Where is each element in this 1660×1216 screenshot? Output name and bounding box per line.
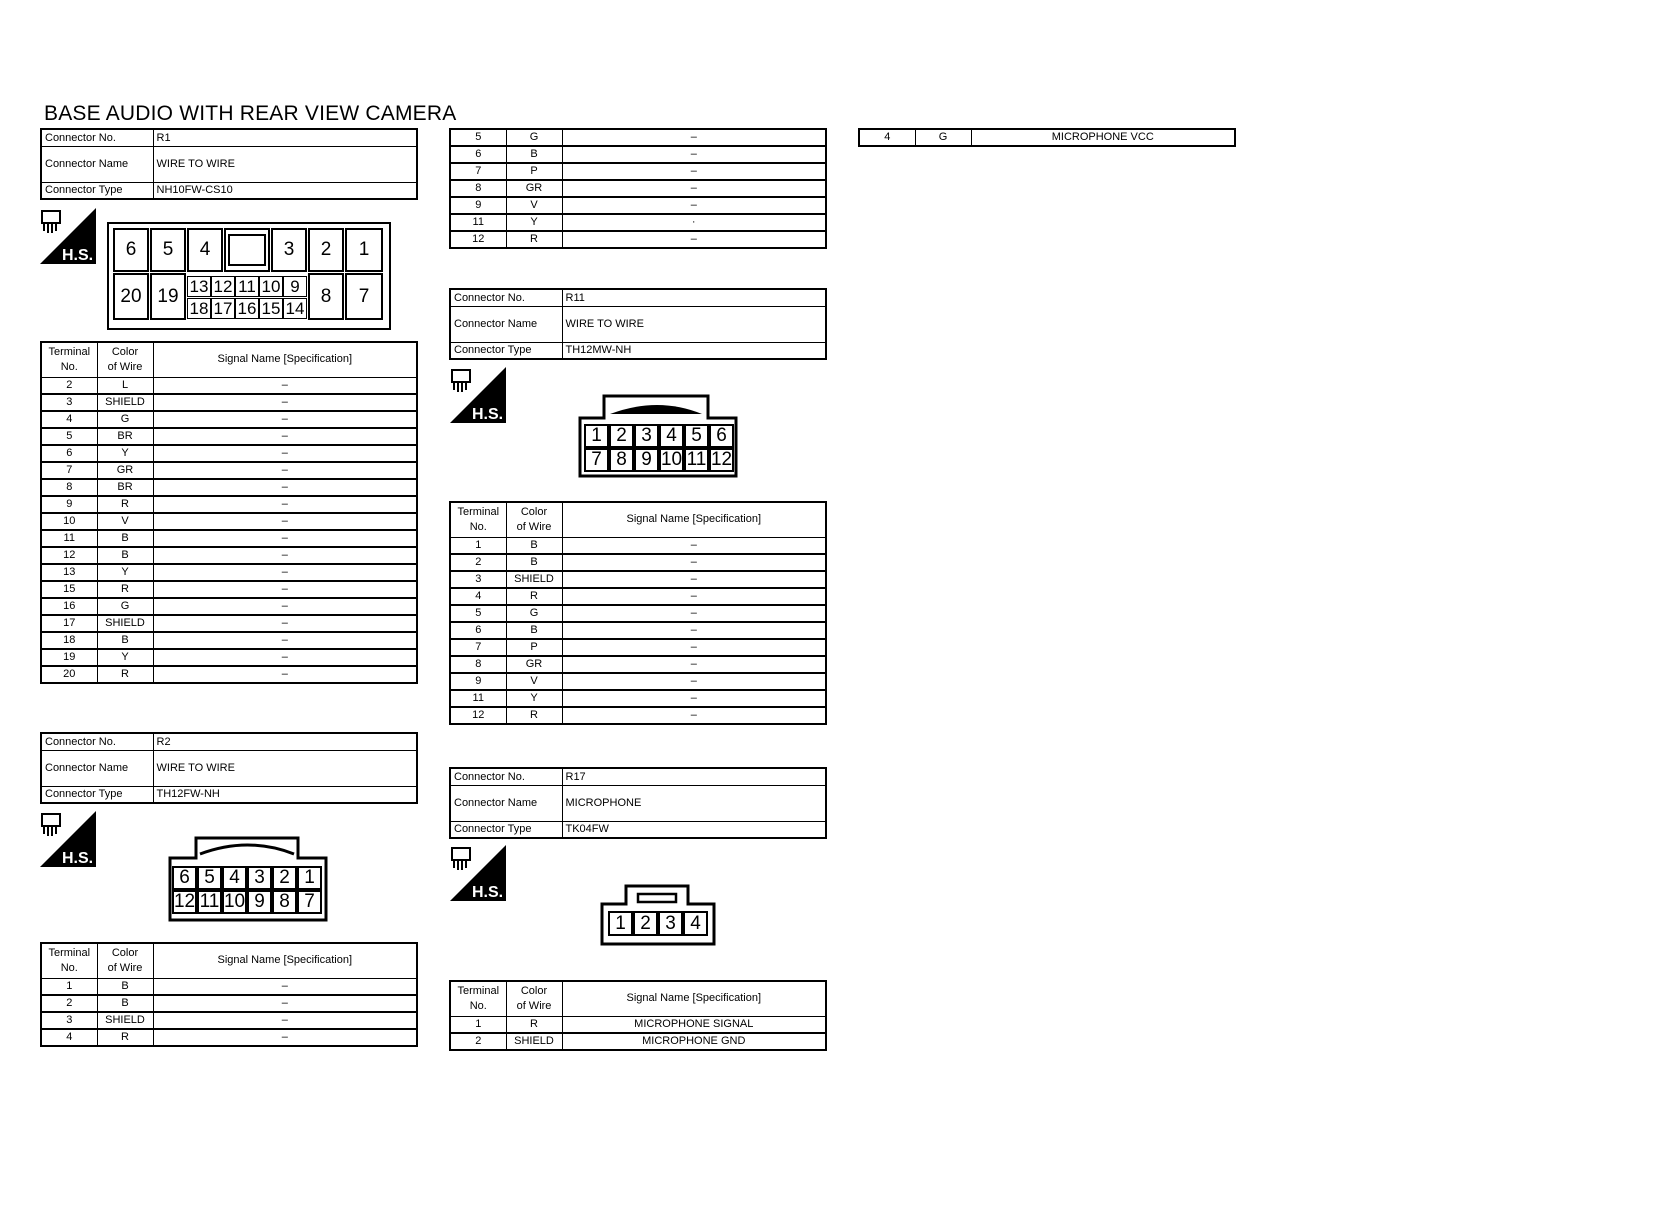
wire-color-cell: G	[97, 411, 153, 428]
table-row	[41, 1012, 417, 1029]
table-row	[41, 978, 417, 995]
table-row	[450, 231, 826, 248]
label-connector-no: Connector No.	[450, 768, 562, 785]
r2-pin: 12	[173, 891, 196, 912]
signal-name-cell: –	[562, 197, 826, 214]
table-row	[450, 180, 826, 197]
r17-pin: 1	[608, 911, 633, 936]
wire-color-cell: P	[506, 639, 562, 656]
r2-connector-name: WIRE TO WIRE	[153, 750, 417, 786]
wire-color-cell: Y	[506, 690, 562, 707]
terminal-no-cell: 3	[41, 1012, 97, 1029]
table-row	[450, 690, 826, 707]
table-row	[450, 214, 826, 231]
r1-blank-slot	[224, 228, 270, 272]
label-connector-type: Connector Type	[450, 342, 562, 359]
signal-name-cell: –	[562, 163, 826, 180]
signal-name-cell: ·	[562, 214, 826, 231]
r17-connector-face	[608, 911, 708, 936]
terminal-no-cell: 8	[41, 479, 97, 496]
table-row	[41, 995, 417, 1012]
r1-pin: 2	[308, 228, 344, 272]
wire-color-cell: GR	[506, 180, 562, 197]
wire-color-cell: BR	[97, 428, 153, 445]
harness-side-icon	[40, 811, 96, 867]
r17-pin: 2	[633, 911, 658, 936]
r11-connector-no: R11	[562, 289, 826, 306]
wire-color-cell: R	[97, 581, 153, 598]
wire-color-cell: SHIELD	[506, 571, 562, 588]
signal-name-cell: –	[562, 571, 826, 588]
signal-name-cell: –	[562, 690, 826, 707]
table-row	[41, 377, 417, 394]
table-row	[450, 571, 826, 588]
wire-color-cell: V	[506, 197, 562, 214]
terminal-no-cell: 17	[41, 615, 97, 632]
hs-label: H.S.	[62, 850, 94, 867]
signal-name-cell: MICROPHONE SIGNAL	[562, 1016, 826, 1033]
r1-pin: 1	[345, 228, 383, 272]
r11-pin: 10	[660, 449, 683, 470]
wire-color-cell: B	[506, 622, 562, 639]
wire-color-cell: V	[506, 673, 562, 690]
r1-pin: 7	[345, 273, 383, 320]
r1-pin: 3	[271, 228, 307, 272]
table-row	[41, 598, 417, 615]
wire-color-cell: Y	[506, 214, 562, 231]
r11-pin: 3	[634, 424, 659, 448]
terminal-no-cell: 4	[859, 129, 915, 146]
table-row	[450, 554, 826, 571]
signal-name-cell: –	[153, 978, 417, 995]
r2-pin: 1	[297, 866, 322, 890]
signal-name-cell: –	[153, 598, 417, 615]
terminal-no-cell: 4	[41, 1029, 97, 1046]
table-row	[41, 1029, 417, 1046]
r2-connector-type: TH12FW-NH	[153, 786, 417, 803]
signal-name-cell: –	[562, 588, 826, 605]
table-row	[450, 197, 826, 214]
signal-name-cell: –	[153, 445, 417, 462]
table-row	[41, 615, 417, 632]
wire-color-cell: R	[97, 1029, 153, 1046]
r1-pin: 12	[211, 276, 235, 297]
harness-side-icon	[450, 845, 506, 901]
wire-color-cell: SHIELD	[97, 394, 153, 411]
terminal-no-cell: 8	[450, 656, 506, 673]
table-row	[450, 639, 826, 656]
table-row	[41, 530, 417, 547]
terminal-no-cell: 13	[41, 564, 97, 581]
r11-pin: 1	[584, 424, 609, 448]
table-row	[41, 479, 417, 496]
hs-label: H.S.	[472, 406, 504, 423]
terminal-no-cell: 10	[41, 513, 97, 530]
terminal-no-cell: 9	[41, 496, 97, 513]
r2-pin: 7	[297, 890, 322, 914]
r2-connector-no: R2	[153, 733, 417, 750]
table-row	[41, 632, 417, 649]
label-connector-type: Connector Type	[41, 786, 153, 803]
terminal-no-cell: 6	[41, 445, 97, 462]
terminal-no-cell: 12	[41, 547, 97, 564]
hs-label: H.S.	[62, 247, 94, 264]
r11-pin: 11	[684, 448, 709, 472]
terminal-no-cell: 7	[450, 163, 506, 180]
r2-pin: 6	[172, 866, 197, 890]
r11-pin: 5	[684, 424, 709, 448]
r11-pin: 2	[609, 424, 634, 448]
wire-color-cell: G	[97, 598, 153, 615]
wire-color-cell: BR	[97, 479, 153, 496]
wire-color-cell: Y	[97, 649, 153, 666]
signal-name-cell: –	[153, 1029, 417, 1046]
r11-pin: 9	[634, 448, 659, 472]
terminal-no-cell: 11	[450, 214, 506, 231]
wire-color-cell: G	[915, 129, 971, 146]
terminal-no-header: Terminal No.	[450, 981, 506, 1016]
terminal-no-cell: 12	[450, 231, 506, 248]
signal-name-cell: –	[153, 564, 417, 581]
table-row	[450, 1033, 826, 1050]
r2-pin: 4	[222, 866, 247, 890]
signal-name-cell: –	[153, 479, 417, 496]
r1-pin: 13	[187, 276, 211, 297]
table-row	[450, 146, 826, 163]
signal-name-cell: –	[153, 496, 417, 513]
label-connector-name: Connector Name	[450, 306, 562, 342]
signal-name-cell: –	[562, 707, 826, 724]
r2-info-table	[40, 732, 418, 804]
terminal-no-cell: 2	[41, 377, 97, 394]
terminal-no-header: Terminal No.	[41, 943, 97, 978]
r1-pin: 19	[150, 273, 186, 320]
terminal-no-cell: 5	[450, 129, 506, 146]
wire-color-cell: B	[506, 554, 562, 571]
wire-color-cell: SHIELD	[97, 615, 153, 632]
signal-name-cell: –	[153, 632, 417, 649]
wire-color-cell: G	[506, 605, 562, 622]
r11-connector-name: WIRE TO WIRE	[562, 306, 826, 342]
terminal-no-cell: 8	[450, 180, 506, 197]
signal-name-header: Signal Name [Specification]	[562, 502, 826, 537]
signal-name-header: Signal Name [Specification]	[562, 981, 826, 1016]
r11-connector-type: TH12MW-NH	[562, 342, 826, 359]
terminal-no-cell: 2	[41, 995, 97, 1012]
wire-color-cell: R	[97, 496, 153, 513]
wire-color-cell: R	[506, 707, 562, 724]
r17-terminal-table-continued	[858, 128, 1236, 147]
table-row	[450, 673, 826, 690]
table-row	[450, 622, 826, 639]
wire-color-cell: R	[506, 588, 562, 605]
wire-color-cell: B	[97, 995, 153, 1012]
table-row	[450, 537, 826, 554]
r2-pin: 11	[197, 890, 222, 914]
signal-name-cell: –	[562, 231, 826, 248]
r1-pin: 8	[308, 273, 344, 320]
terminal-no-cell: 3	[450, 571, 506, 588]
terminal-no-cell: 6	[450, 622, 506, 639]
signal-name-cell: –	[562, 639, 826, 656]
signal-name-cell: –	[153, 1012, 417, 1029]
r1-pin: 17	[211, 298, 235, 319]
r1-pin: 6	[113, 228, 149, 272]
terminal-no-cell: 7	[450, 639, 506, 656]
terminal-no-header: Terminal No.	[41, 342, 97, 377]
signal-name-header: Signal Name [Specification]	[153, 943, 417, 978]
wire-color-cell: SHIELD	[506, 1033, 562, 1050]
table-row	[41, 564, 417, 581]
terminal-no-cell: 2	[450, 1033, 506, 1050]
table-row	[41, 547, 417, 564]
table-row	[450, 605, 826, 622]
signal-name-cell: –	[562, 537, 826, 554]
terminal-no-cell: 9	[450, 197, 506, 214]
signal-name-cell: –	[562, 605, 826, 622]
r17-pin: 3	[658, 911, 683, 936]
wire-color-header: Color of Wire	[97, 342, 153, 377]
r11-info-table	[449, 288, 827, 360]
terminal-no-cell: 1	[450, 537, 506, 554]
table-row	[450, 707, 826, 724]
table-row	[41, 411, 417, 428]
table-row	[41, 581, 417, 598]
wire-color-header: Color of Wire	[506, 502, 562, 537]
signal-name-cell: –	[153, 394, 417, 411]
wire-color-cell: V	[97, 513, 153, 530]
table-row	[859, 129, 1235, 146]
signal-name-cell: MICROPHONE GND	[562, 1033, 826, 1050]
label-connector-no: Connector No.	[41, 129, 153, 146]
r1-pin: 20	[113, 273, 149, 320]
terminal-no-cell: 7	[41, 462, 97, 479]
terminal-no-cell: 9	[450, 673, 506, 690]
terminal-no-cell: 18	[41, 632, 97, 649]
r17-pin: 4	[683, 911, 708, 936]
table-row	[41, 428, 417, 445]
terminal-no-cell: 5	[450, 605, 506, 622]
r11-pin: 12	[710, 449, 733, 470]
signal-name-cell: –	[153, 428, 417, 445]
table-row	[450, 1016, 826, 1033]
terminal-no-cell: 15	[41, 581, 97, 598]
signal-name-cell: –	[153, 581, 417, 598]
terminal-no-header: Terminal No.	[450, 502, 506, 537]
terminal-no-cell: 12	[450, 707, 506, 724]
r1-pin: 11	[235, 276, 259, 297]
terminal-no-cell: 4	[450, 588, 506, 605]
hs-label: H.S.	[472, 884, 504, 901]
r11-terminal-table	[449, 501, 827, 725]
wire-color-cell: Y	[97, 564, 153, 581]
wire-color-cell: Y	[97, 445, 153, 462]
wire-color-cell: G	[506, 129, 562, 146]
wire-color-header: Color of Wire	[506, 981, 562, 1016]
signal-name-cell: –	[562, 622, 826, 639]
signal-name-cell: –	[153, 513, 417, 530]
signal-name-cell: –	[153, 615, 417, 632]
wire-color-cell: B	[506, 146, 562, 163]
table-row	[41, 513, 417, 530]
r11-pin: 4	[659, 424, 684, 448]
wire-color-cell: R	[506, 1016, 562, 1033]
terminal-no-cell: 20	[41, 666, 97, 683]
table-row	[41, 462, 417, 479]
table-row	[41, 666, 417, 683]
table-row	[41, 649, 417, 666]
r2-terminal-table	[40, 942, 418, 1047]
signal-name-cell: –	[153, 530, 417, 547]
table-row	[450, 656, 826, 673]
wire-color-cell: R	[97, 666, 153, 683]
terminal-no-cell: 1	[41, 978, 97, 995]
wire-color-cell: B	[97, 978, 153, 995]
terminal-no-cell: 3	[41, 394, 97, 411]
r17-terminal-table	[449, 980, 827, 1051]
signal-name-header: Signal Name [Specification]	[153, 342, 417, 377]
r1-pin: 5	[150, 228, 186, 272]
label-connector-name: Connector Name	[41, 146, 153, 182]
r1-connector-name: WIRE TO WIRE	[153, 146, 417, 182]
wire-color-cell: R	[506, 231, 562, 248]
signal-name-cell: MICROPHONE VCC	[971, 129, 1235, 146]
r2-pin: 8	[272, 890, 297, 914]
terminal-no-cell: 11	[41, 530, 97, 547]
r1-connector-no: R1	[153, 129, 417, 146]
r11-pin: 7	[584, 448, 609, 472]
table-row	[41, 394, 417, 411]
signal-name-cell: –	[153, 666, 417, 683]
r2-pin: 3	[247, 866, 272, 890]
table-row	[450, 129, 826, 146]
terminal-no-cell: 6	[450, 146, 506, 163]
harness-side-icon	[450, 367, 506, 423]
table-row	[41, 496, 417, 513]
r1-terminal-table	[40, 341, 418, 684]
r1-pin: 9	[283, 276, 307, 297]
wire-color-cell: B	[97, 547, 153, 564]
signal-name-cell: –	[153, 377, 417, 394]
terminal-no-cell: 4	[41, 411, 97, 428]
r2-terminal-table-continued	[449, 128, 827, 249]
terminal-no-cell: 1	[450, 1016, 506, 1033]
signal-name-cell: –	[562, 146, 826, 163]
terminal-no-cell: 11	[450, 690, 506, 707]
label-connector-no: Connector No.	[41, 733, 153, 750]
signal-name-cell: –	[562, 673, 826, 690]
signal-name-cell: –	[153, 462, 417, 479]
r17-connector-type: TK04FW	[562, 821, 826, 838]
r2-pin: 9	[247, 890, 272, 914]
r2-pin: 2	[272, 866, 297, 890]
r2-pin: 5	[197, 866, 222, 890]
terminal-no-cell: 19	[41, 649, 97, 666]
signal-name-cell: –	[153, 649, 417, 666]
label-connector-name: Connector Name	[450, 785, 562, 821]
r1-info-table	[40, 128, 418, 200]
signal-name-cell: –	[153, 411, 417, 428]
signal-name-cell: –	[153, 547, 417, 564]
label-connector-type: Connector Type	[41, 182, 153, 199]
signal-name-cell: –	[562, 129, 826, 146]
r1-connector-face	[107, 222, 391, 330]
r1-pin: 18	[187, 298, 211, 319]
table-row	[450, 588, 826, 605]
label-connector-type: Connector Type	[450, 821, 562, 838]
r2-connector-face	[172, 866, 324, 914]
r1-pin: 15	[259, 298, 283, 319]
r1-pin: 4	[187, 228, 223, 272]
r2-pin: 10	[223, 891, 246, 912]
terminal-no-cell: 16	[41, 598, 97, 615]
wire-color-cell: GR	[506, 656, 562, 673]
r11-connector-face	[584, 424, 736, 472]
wire-color-header: Color of Wire	[97, 943, 153, 978]
signal-name-cell: –	[562, 180, 826, 197]
r17-connector-name: MICROPHONE	[562, 785, 826, 821]
r17-connector-no: R17	[562, 768, 826, 785]
terminal-no-cell: 2	[450, 554, 506, 571]
wire-color-cell: B	[97, 632, 153, 649]
label-connector-no: Connector No.	[450, 289, 562, 306]
harness-side-icon	[40, 208, 96, 264]
table-row	[41, 445, 417, 462]
wire-color-cell: SHIELD	[97, 1012, 153, 1029]
signal-name-cell: –	[562, 554, 826, 571]
r11-pin: 6	[709, 424, 734, 448]
wire-color-cell: GR	[97, 462, 153, 479]
r1-connector-type: NH10FW-CS10	[153, 182, 417, 199]
r17-info-table	[449, 767, 827, 839]
wire-color-cell: P	[506, 163, 562, 180]
page-title: BASE AUDIO WITH REAR VIEW CAMERA	[44, 102, 457, 125]
r1-pin: 10	[259, 276, 283, 297]
r1-pin: 14	[283, 298, 307, 319]
signal-name-cell: –	[153, 995, 417, 1012]
table-row	[450, 163, 826, 180]
wire-color-cell: L	[97, 377, 153, 394]
terminal-no-cell: 5	[41, 428, 97, 445]
label-connector-name: Connector Name	[41, 750, 153, 786]
signal-name-cell: –	[562, 656, 826, 673]
r1-pin: 16	[235, 298, 259, 319]
r11-pin: 8	[609, 448, 634, 472]
wire-color-cell: B	[97, 530, 153, 547]
wire-color-cell: B	[506, 537, 562, 554]
